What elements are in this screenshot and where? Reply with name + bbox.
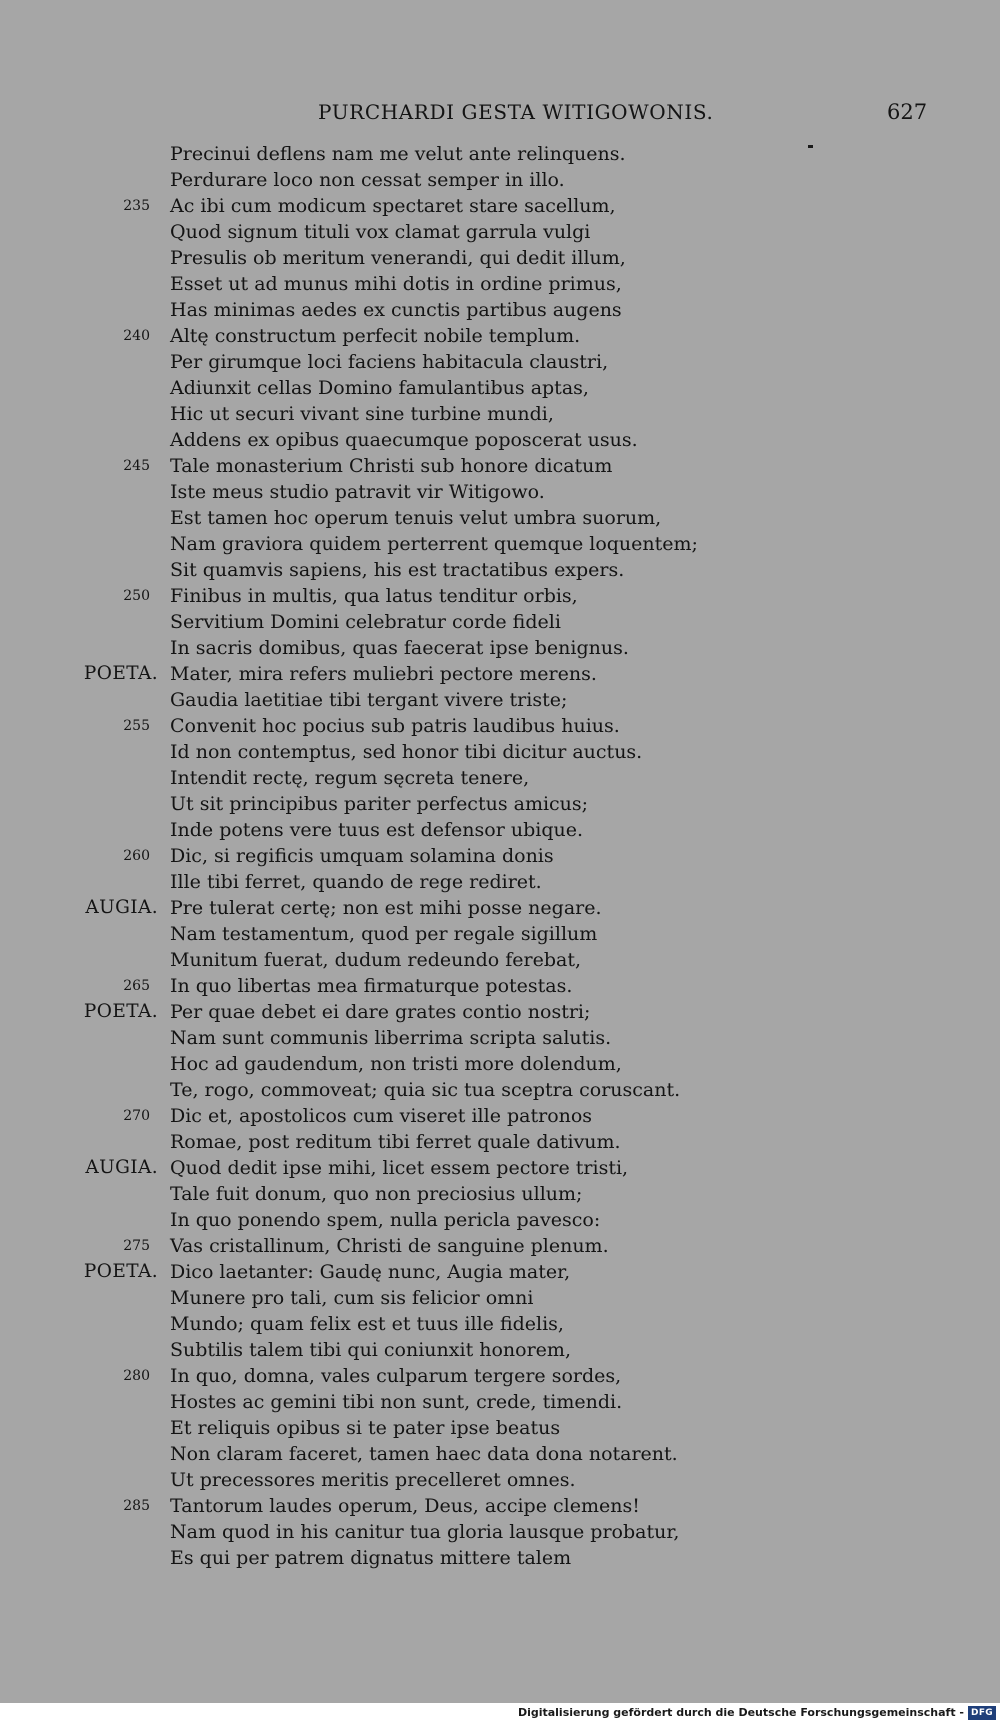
line-number: 245: [123, 458, 150, 474]
verse-line: [0, 817, 1000, 843]
running-title: PURCHARDI GESTA WITIGOWONIS.: [318, 100, 714, 124]
line-number: 265: [123, 978, 150, 994]
footer-bar: [0, 1703, 1000, 1723]
verse-line: [0, 1077, 1000, 1103]
speaker-label: POETA.: [83, 1261, 158, 1282]
verse-text: Presulis ob meritum venerandi, qui dedit illum,: [170, 247, 626, 269]
verse-text: Ac ibi cum modicum spectaret stare sacellum,: [170, 195, 616, 217]
verse-text: Te, rogo, commoveat; quia sic tua sceptra coruscant.: [170, 1079, 681, 1101]
verse-line: [0, 1545, 1000, 1571]
verse-line: [0, 1389, 1000, 1415]
line-number: 285: [123, 1498, 150, 1514]
verse-text-block: [0, 141, 1000, 1571]
verse-line: [0, 1259, 1000, 1285]
verse-text: Ille tibi ferret, quando de rege rediret.: [170, 871, 542, 893]
verse-text: Id non contemptus, sed honor tibi dicitur auctus.: [170, 741, 643, 763]
verse-line: [0, 635, 1000, 661]
verse-text: Adiunxit cellas Domino famulantibus aptas,: [170, 377, 589, 399]
verse-text: Hic ut securi vivant sine turbine mundi,: [170, 403, 554, 425]
verse-text: Est tamen hoc operum tenuis velut umbra suorum,: [170, 507, 662, 529]
verse-text: Et reliquis opibus si te pater ipse beatus: [170, 1417, 561, 1439]
verse-text: Mundo; quam felix est et tuus ille fidelis,: [170, 1313, 564, 1335]
verse-line: [0, 1337, 1000, 1363]
verse-text: Esset ut ad munus mihi dotis in ordine primus,: [170, 273, 622, 295]
verse-line: [0, 1103, 1000, 1129]
verse-line: [0, 583, 1000, 609]
verse-line: [0, 1441, 1000, 1467]
verse-line: [0, 453, 1000, 479]
verse-text: Pre tulerat certę; non est mihi posse negare.: [170, 897, 602, 919]
verse-text: Munitum fuerat, dudum redeundo ferebat,: [170, 949, 582, 971]
line-number: 255: [123, 718, 150, 734]
verse-line: [0, 687, 1000, 713]
verse-text: Ut precessores meritis precelleret omnes.: [170, 1469, 576, 1491]
line-number: 275: [123, 1238, 150, 1254]
verse-text: Quod dedit ipse mihi, licet essem pectore tristi,: [170, 1157, 629, 1179]
verse-line: [0, 1285, 1000, 1311]
verse-line: [0, 661, 1000, 687]
verse-line: [0, 375, 1000, 401]
verse-text: Munere pro tali, cum sis felicior omni: [170, 1287, 534, 1309]
verse-text: Nam testamentum, quod per regale sigillum: [170, 923, 598, 945]
page-number: 627: [887, 100, 928, 124]
verse-text: Intendit rectę, regum sęcreta tenere,: [170, 767, 530, 789]
verse-text: Ut sit principibus pariter perfectus amicus;: [170, 793, 589, 815]
verse-line: [0, 999, 1000, 1025]
verse-text: In quo, domna, vales culparum tergere sordes,: [170, 1365, 622, 1387]
verse-line: [0, 271, 1000, 297]
verse-line: [0, 1155, 1000, 1181]
verse-text: Quod signum tituli vox clamat garrula vulgi: [170, 221, 591, 243]
verse-line: [0, 323, 1000, 349]
line-number: 270: [123, 1108, 150, 1124]
verse-text: Nam quod in his canitur tua gloria lausque probatur,: [170, 1521, 680, 1543]
dfg-logo: DFG: [968, 1706, 996, 1720]
verse-text: Inde potens vere tuus est defensor ubique.: [170, 819, 583, 841]
verse-line: [0, 921, 1000, 947]
verse-line: [0, 791, 1000, 817]
speaker-label: AUGIA.: [85, 897, 158, 918]
verse-text: Romae, post reditum tibi ferret quale dativum.: [170, 1131, 621, 1153]
speaker-label: AUGIA.: [85, 1157, 158, 1178]
line-number: 240: [123, 328, 150, 344]
verse-text: Per quae debet ei dare grates contio nostri;: [170, 1001, 591, 1023]
speaker-label: POETA.: [83, 1001, 158, 1022]
verse-text: Vas cristallinum, Christi de sanguine plenum.: [170, 1235, 609, 1257]
verse-text: Sit quamvis sapiens, his est tractatibus expers.: [170, 559, 625, 581]
verse-line: [0, 1415, 1000, 1441]
verse-text: Convenit hoc pocius sub patris laudibus huius.: [170, 715, 620, 737]
verse-text: Tantorum laudes operum, Deus, accipe clemens!: [170, 1495, 640, 1517]
verse-line: [0, 1519, 1000, 1545]
verse-line: [0, 1129, 1000, 1155]
verse-line: [0, 427, 1000, 453]
verse-line: [0, 973, 1000, 999]
verse-text: Non claram faceret, tamen haec data dona notarent.: [170, 1443, 678, 1465]
verse-text: Dico laetanter: Gaudę nunc, Augia mater,: [170, 1261, 571, 1283]
verse-line: [0, 245, 1000, 271]
verse-line: [0, 219, 1000, 245]
verse-text: Finibus in multis, qua latus tenditur orbis,: [170, 585, 578, 607]
verse-text: Dic et, apostolicos cum viseret ille patronos: [170, 1105, 593, 1127]
line-number: 235: [123, 198, 150, 214]
verse-text: Perdurare loco non cessat semper in illo.: [170, 169, 565, 191]
verse-line: [0, 713, 1000, 739]
verse-text: Nam graviora quidem perterrent quemque loquentem;: [170, 533, 698, 555]
verse-line: [0, 765, 1000, 791]
verse-line: [0, 297, 1000, 323]
verse-text: Tale monasterium Christi sub honore dicatum: [170, 455, 613, 477]
verse-text: Tale fuit donum, quo non preciosius ullum;: [170, 1183, 583, 1205]
verse-text: Es qui per patrem dignatus mittere talem: [170, 1547, 572, 1569]
verse-line: [0, 1467, 1000, 1493]
funding-credit: Digitalisierung gefördert durch die Deutsche Forschungsgemeinschaft -: [517, 1706, 964, 1719]
verse-line: [0, 1025, 1000, 1051]
line-number: 250: [123, 588, 150, 604]
speaker-label: POETA.: [83, 663, 158, 684]
verse-line: [0, 505, 1000, 531]
running-header: [0, 100, 1000, 130]
verse-line: [0, 1493, 1000, 1519]
verse-line: [0, 479, 1000, 505]
verse-line: [0, 739, 1000, 765]
verse-line: [0, 531, 1000, 557]
verse-text: In sacris domibus, quas faecerat ipse benignus.: [170, 637, 629, 659]
verse-text: Per girumque loci faciens habitacula claustri,: [170, 351, 609, 373]
verse-line: [0, 1181, 1000, 1207]
verse-line: [0, 1311, 1000, 1337]
verse-line: [0, 869, 1000, 895]
verse-line: [0, 557, 1000, 583]
line-number: 260: [123, 848, 150, 864]
verse-line: [0, 141, 1000, 167]
verse-text: In quo ponendo spem, nulla pericla pavesco:: [170, 1209, 601, 1231]
verse-text: Has minimas aedes ex cunctis partibus augens: [170, 299, 622, 321]
verse-text: Mater, mira refers muliebri pectore merens.: [170, 663, 597, 685]
verse-text: Precinui deflens nam me velut ante relinquens.: [170, 143, 626, 165]
verse-line: [0, 895, 1000, 921]
verse-text: Addens ex opibus quaecumque poposcerat usus.: [170, 429, 638, 451]
verse-line: [0, 1051, 1000, 1077]
verse-text: Servitium Domini celebratur corde fideli: [170, 611, 561, 633]
verse-text: Altę constructum perfecit nobile templum.: [170, 325, 581, 347]
verse-text: Subtilis talem tibi qui coniunxit honorem,: [170, 1339, 571, 1361]
verse-line: [0, 401, 1000, 427]
verse-line: [0, 1233, 1000, 1259]
line-number: 280: [123, 1368, 150, 1384]
verse-line: [0, 1207, 1000, 1233]
verse-line: [0, 843, 1000, 869]
verse-line: [0, 947, 1000, 973]
verse-text: Hoc ad gaudendum, non tristi more dolendum,: [170, 1053, 622, 1075]
verse-text: Dic, si regificis umquam solamina donis: [170, 845, 554, 867]
verse-line: [0, 609, 1000, 635]
verse-text: Nam sunt communis liberrima scripta salutis.: [170, 1027, 612, 1049]
verse-line: [0, 167, 1000, 193]
verse-text: In quo libertas mea firmaturque potestas.: [170, 975, 573, 997]
verse-line: [0, 1363, 1000, 1389]
verse-line: [0, 193, 1000, 219]
verse-text: Hostes ac gemini tibi non sunt, crede, timendi.: [170, 1391, 623, 1413]
verse-line: [0, 349, 1000, 375]
verse-text: Iste meus studio patravit vir Witigowo.: [170, 481, 545, 503]
verse-text: Gaudia laetitiae tibi tergant vivere triste;: [170, 689, 568, 711]
